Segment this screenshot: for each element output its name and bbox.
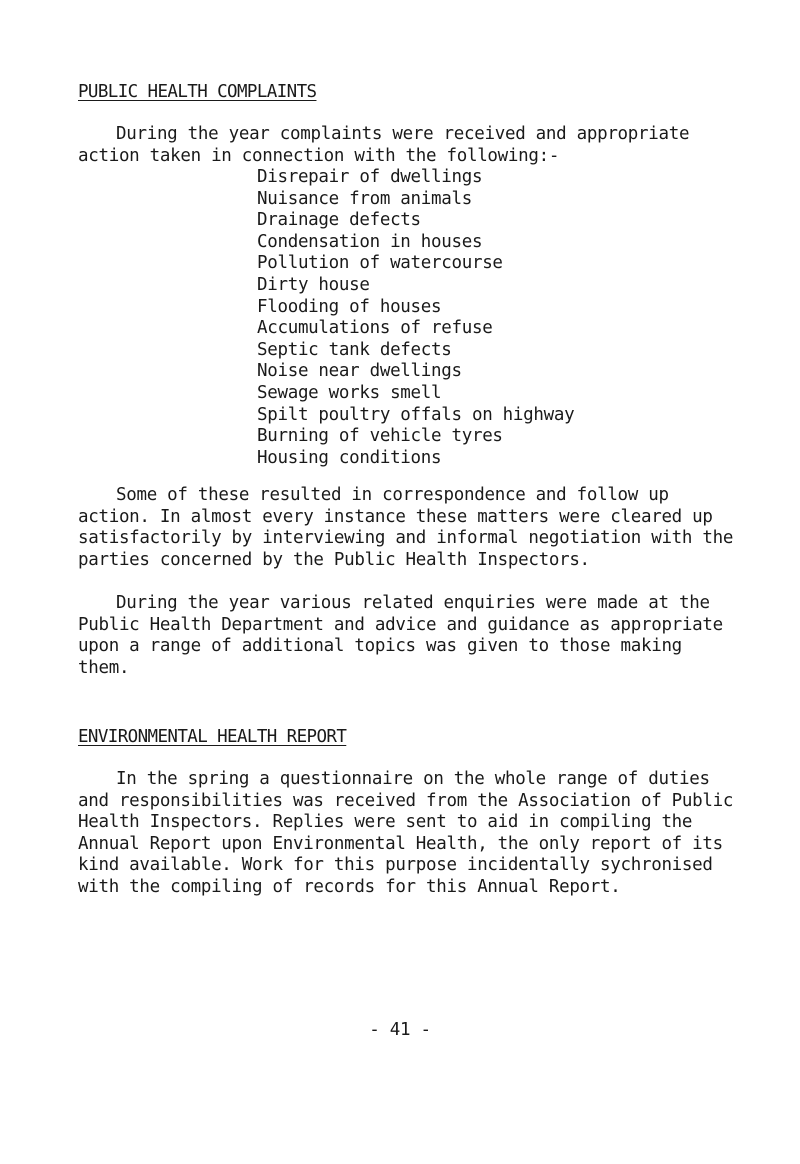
paragraph-line: upon a range of additional topics was given to those making (78, 636, 682, 657)
list-item: Noise near dwellings (257, 361, 462, 382)
paragraph-line: with the compiling of records for this Annual Report. (78, 876, 621, 897)
list-item: Dirty house (257, 274, 370, 295)
section-heading-environmental-health-report: ENVIRONMENTAL HEALTH REPORT (78, 727, 347, 747)
list-item: Disrepair of dwellings (257, 167, 483, 187)
paragraph-line: and responsibilities was received from the Association of Public (78, 790, 734, 811)
list-item: Pollution of watercourse (257, 253, 503, 274)
list-item: Drainage defects (257, 210, 421, 231)
paragraph-line: Health Inspectors. Replies were sent to aid in compiling the (78, 812, 693, 833)
enquiries-paragraph (78, 593, 738, 679)
paragraph-line: In the spring a questionnaire on the whole range of duties (116, 769, 710, 789)
list-item: Spilt poultry offals on highway (257, 404, 575, 425)
questionnaire-paragraph (78, 769, 738, 899)
section-heading-public-health-complaints: PUBLIC HEALTH COMPLAINTS (78, 82, 317, 102)
paragraph-line: them. (78, 657, 130, 678)
paragraph-line: During the year complaints were received and appropriate (116, 124, 690, 144)
list-item: Flooding of houses (257, 296, 442, 317)
list-item: Septic tank defects (257, 339, 452, 360)
paragraph-line: action. In almost every instance these matters were cleared up (78, 506, 713, 527)
complaints-list (257, 167, 574, 469)
list-item: Sewage works smell (257, 382, 442, 403)
paragraph-line: During the year various related enquiries were made at the (116, 593, 710, 613)
intro-paragraph (78, 124, 738, 167)
paragraph-line: kind available. Work for this purpose incidentally sychronised (78, 855, 713, 876)
page-number: - 41 - (369, 1020, 431, 1040)
paragraph-line: parties concerned by the Public Health Inspectors. (78, 549, 590, 570)
paragraph-line: Public Health Department and advice and guidance as appropriate (78, 614, 723, 635)
paragraph-line: action taken in connection with the following:- (78, 145, 560, 166)
list-item: Burning of vehicle tyres (257, 426, 503, 447)
paragraph-line: Some of these resulted in correspondence and follow up (116, 485, 669, 505)
list-item: Housing conditions (257, 447, 442, 468)
paragraph-line: satisfactorily by interviewing and informal negotiation with the (78, 528, 734, 549)
list-item: Condensation in houses (257, 231, 483, 252)
paragraph-line: Annual Report upon Environmental Health, the only report of its (78, 833, 723, 854)
list-item: Nuisance from animals (257, 188, 472, 209)
list-item: Accumulations of refuse (257, 318, 493, 339)
correspondence-paragraph (78, 485, 738, 571)
